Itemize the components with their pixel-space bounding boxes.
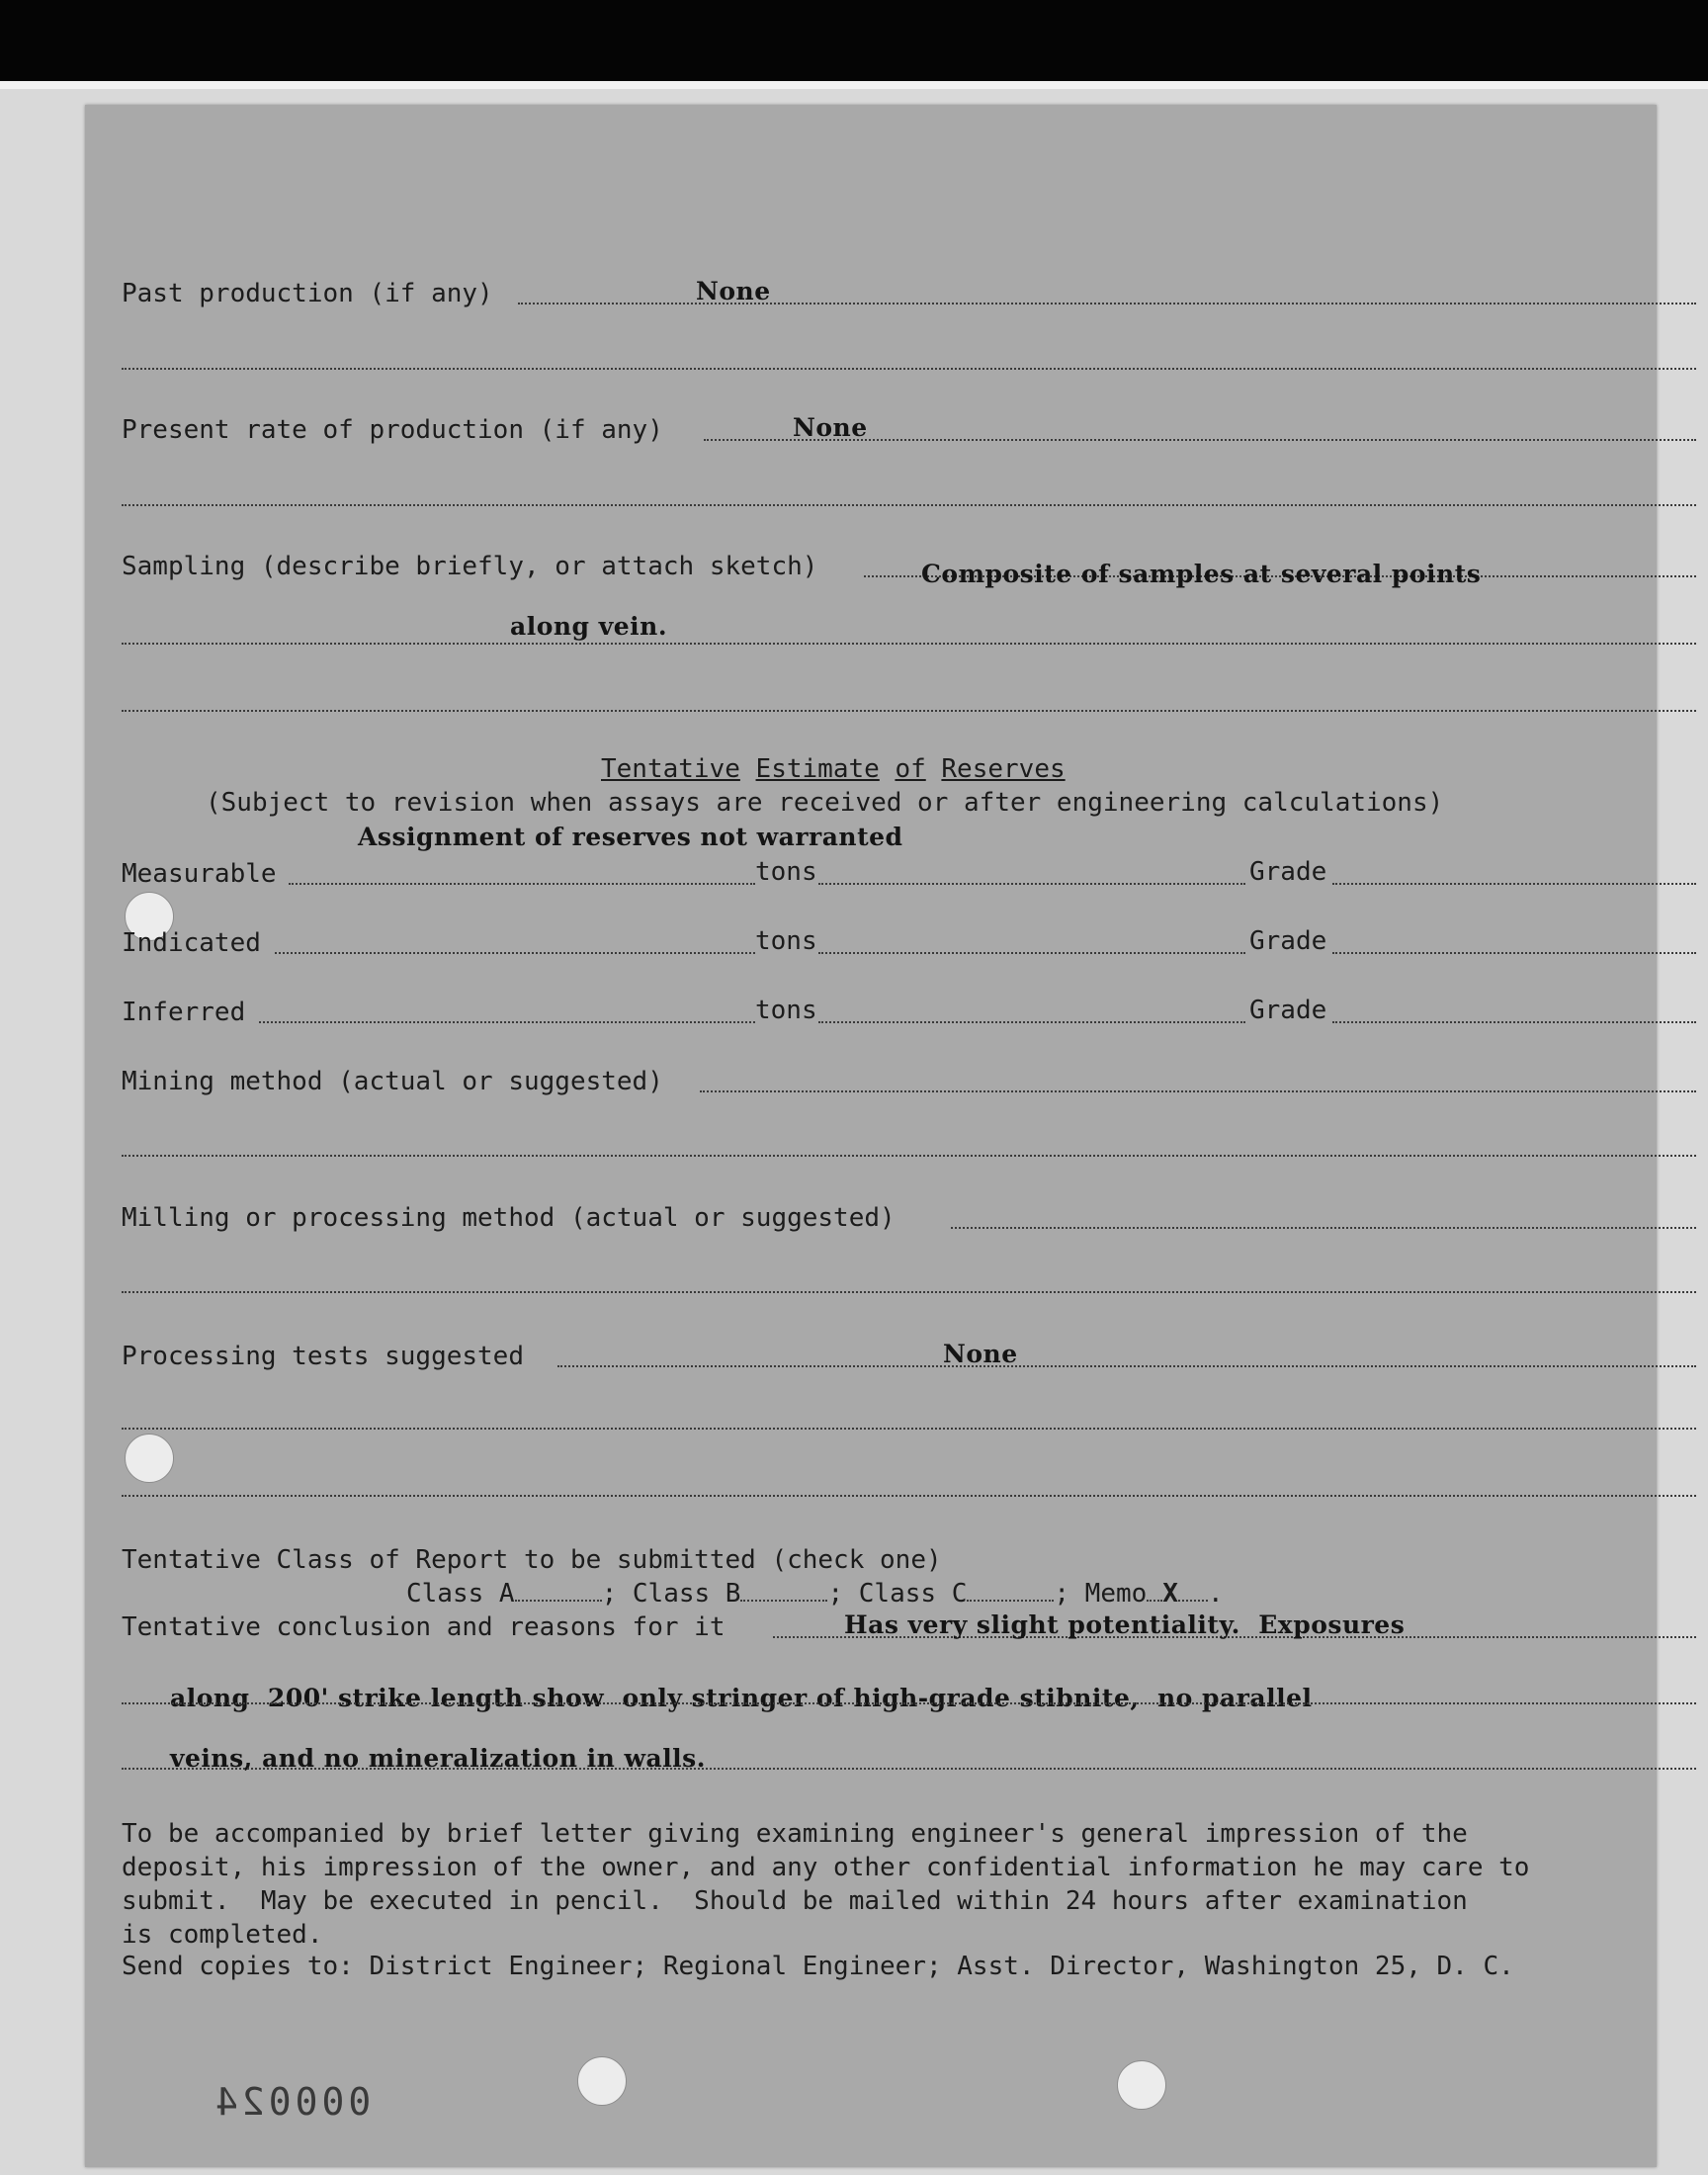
measurable-gap-line	[818, 883, 1245, 885]
conclusion-line-3	[122, 1768, 1696, 1770]
heading-word: of	[895, 754, 926, 784]
indicated-label: Indicated	[122, 928, 261, 958]
blank-line	[122, 504, 1696, 506]
class-b-label: Class B	[632, 1579, 741, 1609]
punch-hole	[125, 1434, 174, 1483]
sampling-value-line1: Composite of samples at several points	[921, 560, 1482, 588]
instructions-line: submit. May be executed in pencil. Should be mailed within 24 hours after examination	[122, 1886, 1468, 1916]
separator: ;	[601, 1579, 618, 1609]
reserves-note: Assignment of reserves not warranted	[358, 823, 903, 851]
indicated-grade-label: Grade	[1249, 926, 1327, 956]
inferred-gap-line	[818, 1021, 1245, 1023]
mining-method-line	[700, 1090, 1696, 1092]
inferred-tons-label: tons	[755, 996, 817, 1025]
document-stamp-number: 000024	[212, 2080, 372, 2124]
past-production-value: None	[696, 277, 771, 305]
blank-line	[122, 710, 1696, 712]
past-production-label: Past production (if any)	[122, 279, 493, 308]
blank-line	[122, 1291, 1696, 1293]
inferred-grade-label: Grade	[1249, 996, 1327, 1025]
report-class-options	[406, 1578, 1224, 1610]
sampling-label: Sampling (describe briefly, or attach sketch)	[122, 552, 818, 581]
sampling-line-2	[122, 643, 1696, 645]
milling-method-label: Milling or processing method (actual or suggested)	[122, 1203, 896, 1233]
measurable-tons-label: tons	[755, 857, 817, 887]
blank-line	[122, 368, 1696, 370]
blank-line	[122, 1155, 1696, 1157]
reserves-subtitle: (Subject to revision when assays are received or after engineering calculations)	[206, 788, 1444, 818]
conclusion-line-2	[122, 1702, 1696, 1704]
memo-label: Memo	[1084, 1579, 1148, 1609]
conclusion-line2: along 200' strike length show only stringer of high-grade stibnite, no parallel	[170, 1684, 1313, 1712]
reserves-heading	[601, 753, 1066, 785]
class-a-label: Class A	[406, 1579, 515, 1609]
present-rate-label: Present rate of production (if any)	[122, 415, 663, 445]
past-production-line	[518, 303, 1696, 304]
mining-method-label: Mining method (actual or suggested)	[122, 1067, 663, 1096]
processing-tests-value: None	[943, 1340, 1018, 1368]
measurable-grade-line	[1332, 883, 1696, 885]
scanner-top-border	[0, 0, 1708, 81]
punch-hole	[1117, 2060, 1166, 2110]
blank-line	[122, 1428, 1696, 1430]
send-copies-line: Send copies to: District Engineer; Regional Engineer; Asst. Director, Washington 25, D. C.	[122, 1952, 1514, 1981]
indicated-gap-line	[818, 952, 1245, 954]
memo-check-mark: X	[1162, 1579, 1178, 1609]
processing-tests-line	[557, 1365, 1696, 1367]
present-rate-value: None	[793, 413, 868, 442]
milling-method-line	[951, 1227, 1696, 1229]
blank-line	[122, 1495, 1696, 1497]
instructions-line: deposit, his impression of the owner, and any other confidential information he may care to	[122, 1853, 1530, 1882]
separator: ;	[1054, 1579, 1070, 1609]
punch-hole	[577, 2056, 627, 2106]
conclusion-line3: veins, and no mineralization in walls.	[170, 1744, 706, 1773]
heading-word: Tentative	[601, 754, 740, 784]
report-class-label: Tentative Class of Report to be submitted (check one)	[122, 1545, 942, 1575]
conclusion-line1: Has very slight potentiality. Exposures	[844, 1610, 1406, 1639]
inferred-label: Inferred	[122, 998, 246, 1027]
terminator: .	[1207, 1579, 1224, 1609]
form-page	[85, 105, 1657, 2167]
scanner-top-edge	[0, 81, 1708, 89]
measurable-label: Measurable	[122, 859, 277, 889]
inferred-grade-line	[1332, 1021, 1696, 1023]
indicated-tons-line	[275, 952, 755, 954]
sampling-value-line2: along vein.	[510, 612, 668, 641]
instructions-line: is completed.	[122, 1920, 323, 1950]
conclusion-label: Tentative conclusion and reasons for it	[122, 1612, 726, 1642]
separator: ;	[827, 1579, 844, 1609]
indicated-grade-line	[1332, 952, 1696, 954]
heading-word: Estimate	[755, 754, 880, 784]
instructions-line: To be accompanied by brief letter giving examining engineer's general impression of the	[122, 1819, 1468, 1849]
class-c-label: Class C	[858, 1579, 968, 1609]
measurable-grade-label: Grade	[1249, 857, 1327, 887]
heading-word: Reserves	[941, 754, 1066, 784]
inferred-tons-line	[259, 1021, 755, 1023]
processing-tests-label: Processing tests suggested	[122, 1342, 524, 1371]
indicated-tons-label: tons	[755, 926, 817, 956]
measurable-tons-line	[289, 883, 755, 885]
